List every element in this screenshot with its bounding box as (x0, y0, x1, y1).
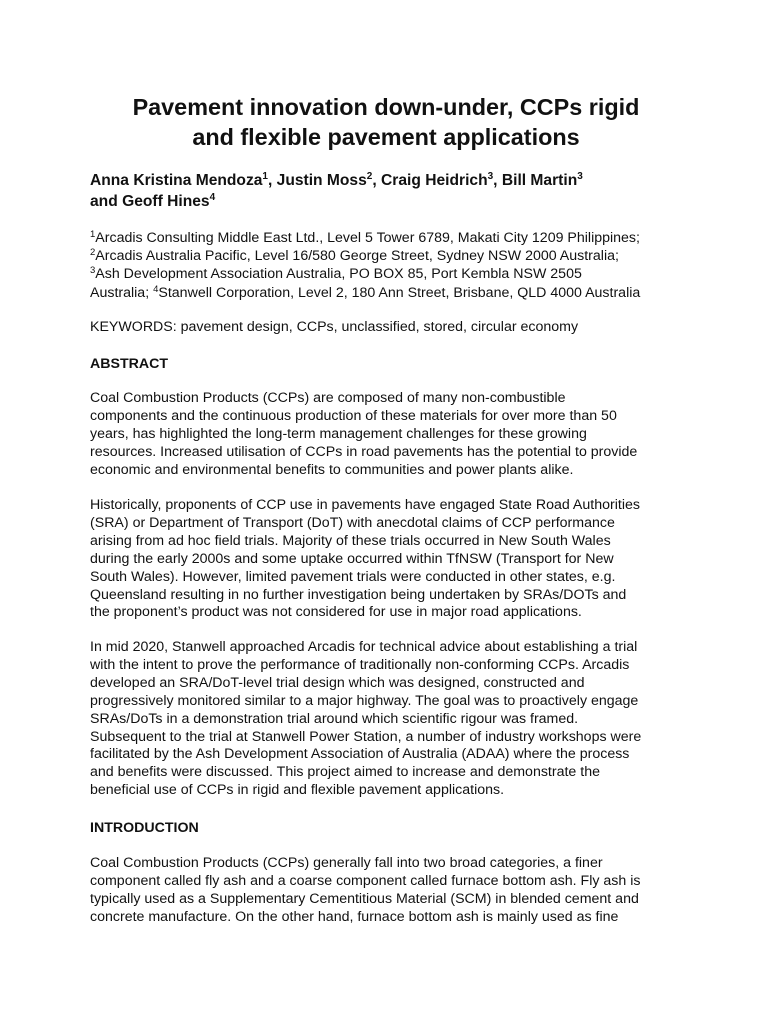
text-line: concrete manufacture. On the other hand, furnace bottom ash is mainly used as fine (90, 908, 619, 925)
author-list (90, 171, 682, 212)
title-line-2: and flexible pavement applications (192, 124, 580, 150)
author-conjunction: and (90, 192, 123, 210)
author-name: Geoff Hines (122, 192, 210, 210)
text-line: (SRA) or Department of Transport (DoT) with anecdotal claims of CCP performance (90, 514, 615, 531)
affiliation-text: Ash Development Association Australia, PO BOX 85, Port Kembla NSW 2505 (95, 266, 582, 283)
text-line: progressively monitored similar to a major highway. The goal was to proactively engage (90, 692, 639, 709)
text-line: component called fly ash and a coarse component called furnace bottom ash. Fly ash is (90, 872, 641, 889)
title-line-1: Pavement innovation down-under, CCPs rigid (132, 94, 640, 120)
text-line: Historically, proponents of CCP use in pavements have engaged State Road Authorities (90, 497, 640, 513)
author-superscript: 3 (577, 171, 583, 182)
text-line: and benefits were discussed. This project aimed to increase and demonstrate the (90, 764, 600, 781)
affiliation-line (90, 284, 690, 302)
author-separator: , (267, 172, 277, 189)
author-name: Justin Moss (276, 172, 367, 189)
affiliation-line (90, 247, 690, 265)
text-line: developed an SRA/DoT-level trial design which was designed, constructed and (90, 674, 585, 691)
introduction-paragraph-1 (90, 855, 690, 927)
text-line: In mid 2020, Stanwell approached Arcadis for technical advice about establishing a trial (90, 639, 638, 655)
affiliation-text: Australia; (90, 284, 154, 301)
text-line: South Wales). However, limited pavement trials were conducted in other states, e.g. (90, 568, 616, 585)
author-name: Craig Heidrich (381, 172, 488, 189)
text-line: components and the continuous production of these materials for over more than 50 (90, 407, 617, 424)
affiliations (90, 229, 690, 302)
text-line: years, has highlighted the long-term management challenges for these growing (90, 425, 587, 442)
text-line: resources. Increased utilisation of CCPs in road pavements has the potential to provide (90, 443, 638, 460)
abstract-paragraph-3 (90, 639, 690, 800)
author-superscript: 1 (262, 171, 268, 182)
affiliation-superscript: 2 (90, 247, 96, 259)
abstract-heading: ABSTRACT (90, 356, 169, 372)
author-superscript: 3 (487, 171, 494, 182)
text-line: typically used as a Supplementary Cementitious Material (SCM) in blended cement and (90, 890, 639, 907)
affiliation-line (90, 229, 690, 247)
text-line: Coal Combustion Products (CCPs) generally fall into two broad categories, a finer (90, 855, 603, 871)
text-line: the proponent’s product was not considered for use in major road applications. (90, 604, 582, 621)
text-line: during the early 2000s and some uptake occurred within TfNSW (Transport for New (90, 550, 614, 567)
author-separator: , (493, 172, 502, 189)
introduction-heading: INTRODUCTION (90, 820, 199, 836)
text-line: arising from ad hoc field trials. Majority of these trials occurred in New South Wales (90, 532, 611, 549)
author-name: Bill Martin (501, 172, 578, 189)
affiliation-superscript: 1 (90, 229, 96, 240)
author-name: Anna Kristina Mendoza (90, 172, 263, 189)
text-line: facilitated by the Ash Development Association of Australia (ADAA) where the process (90, 746, 630, 763)
author-superscript: 2 (366, 171, 373, 182)
abstract-paragraph-2 (90, 497, 690, 622)
keywords: KEYWORDS: pavement design, CCPs, unclassified, stored, circular economy (90, 319, 579, 335)
text-line: economic and environmental benefits to communities and power plants alike. (90, 461, 574, 478)
affiliation-text: Arcadis Consulting Middle East Ltd., Level 5 Tower 6789, Makati City 1209 Philippines; (95, 230, 640, 246)
paper-title (90, 92, 682, 152)
affiliation-superscript: 4 (153, 283, 159, 295)
text-line: beneficial use of CCPs in rigid and flexible pavement applications. (90, 782, 505, 799)
text-line: with the intent to prove the performance of traditionally non-conforming CCPs. Arcadis (90, 656, 630, 673)
author-separator: , (372, 172, 382, 189)
text-line: SRAs/DoTs in a demonstration trial around which scientific rigour was framed. (90, 710, 579, 727)
affiliation-text: Stanwell Corporation, Level 2, 180 Ann Street, Brisbane, QLD 4000 Australia (158, 284, 641, 301)
text-line: Coal Combustion Products (CCPs) are composed of many non-combustible (90, 390, 566, 406)
text-line: Subsequent to the trial at Stanwell Power Station, a number of industry workshops were (90, 728, 642, 745)
author-superscript: 4 (209, 191, 216, 203)
affiliation-superscript: 3 (90, 265, 96, 277)
affiliation-line (90, 265, 690, 283)
text-line: Queensland resulting in no further investigation being undertaken by SRAs/DOTs and (90, 586, 627, 603)
abstract-paragraph-1 (90, 390, 690, 480)
affiliation-text: Arcadis Australia Pacific, Level 16/580 George Street, Sydney NSW 2000 Australia; (95, 248, 619, 265)
